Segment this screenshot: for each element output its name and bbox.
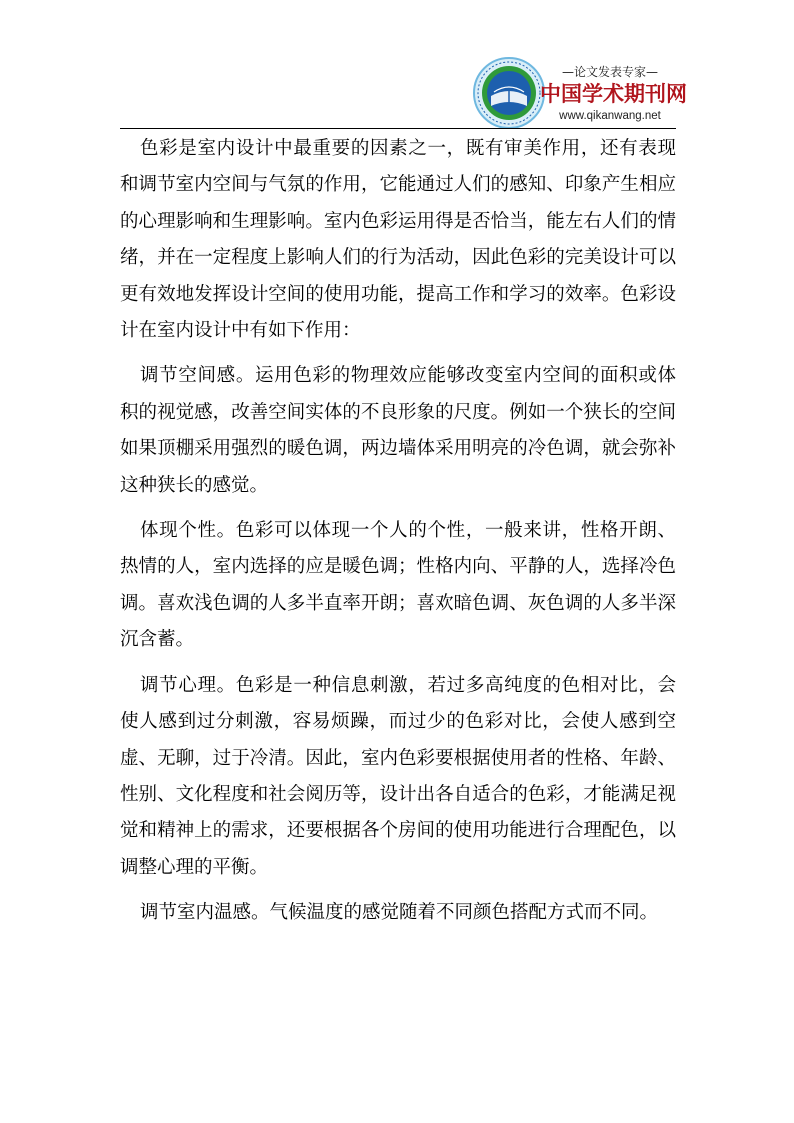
header-divider — [120, 128, 676, 129]
paragraph: 调节心理。色彩是一种信息刺激，若过多高纯度的色相对比，会使人感到过分刺激，容易烦躁，而过少的色彩对比，会使人感到空虚、无聊，过于冷清。因此，室内色彩要根据使用者的性格、年龄、性别、文化程度和社会阅历等，设计出各自适合的色彩，才能满足视觉和精神上的需求，还要根据各个房间的使用功能进行合理配色，以调整心理的平衡。 — [120, 674, 676, 878]
paragraph: 体现个性。色彩可以体现一个人的个性，一般来讲，性格开朗、热情的人，室内选择的应是暖色调；性格内向、平静的人，选择冷色调。喜欢浅色调的人多半直率开朗；喜欢暗色调、灰色调的人多半深沉含蓄。 — [120, 520, 676, 651]
globe-book-seal-icon — [472, 56, 546, 130]
page-header — [120, 56, 687, 128]
paragraph: 调节室内温感。气候温度的感觉随着不同颜色搭配方式而不同。 — [140, 902, 659, 924]
brand-block — [540, 64, 687, 124]
paragraph: 色彩是室内设计中最重要的因素之一，既有审美作用，还有表现和调节室内空间与气氛的作用，它能通过人们的感知、印象产生相应的心理影响和生理影响。室内色彩运用得是否恰当，能左右人们的情绪，并在一定程度上影响人们的行为活动，因此色彩的完美设计可以更有效地发挥设计空间的使用功能，提高工作和学习的效率。色彩设计在室内设计中有如下作用： — [120, 138, 676, 342]
brand-url[interactable]: www.qikanwang.net — [559, 110, 661, 122]
paragraph: 调节空间感。运用色彩的物理效应能够改变室内空间的面积或体积的视觉感，改善空间实体的不良形象的尺度。例如一个狭长的空间如果顶棚采用强烈的暖色调，两边墙体采用明亮的冷色调，就会弥补这种狭长的感觉。 — [120, 365, 676, 496]
document-body — [120, 131, 676, 941]
brand-name: 中国学术期刊网 — [540, 82, 687, 106]
brand-tagline: —论文发表专家— — [561, 65, 658, 79]
